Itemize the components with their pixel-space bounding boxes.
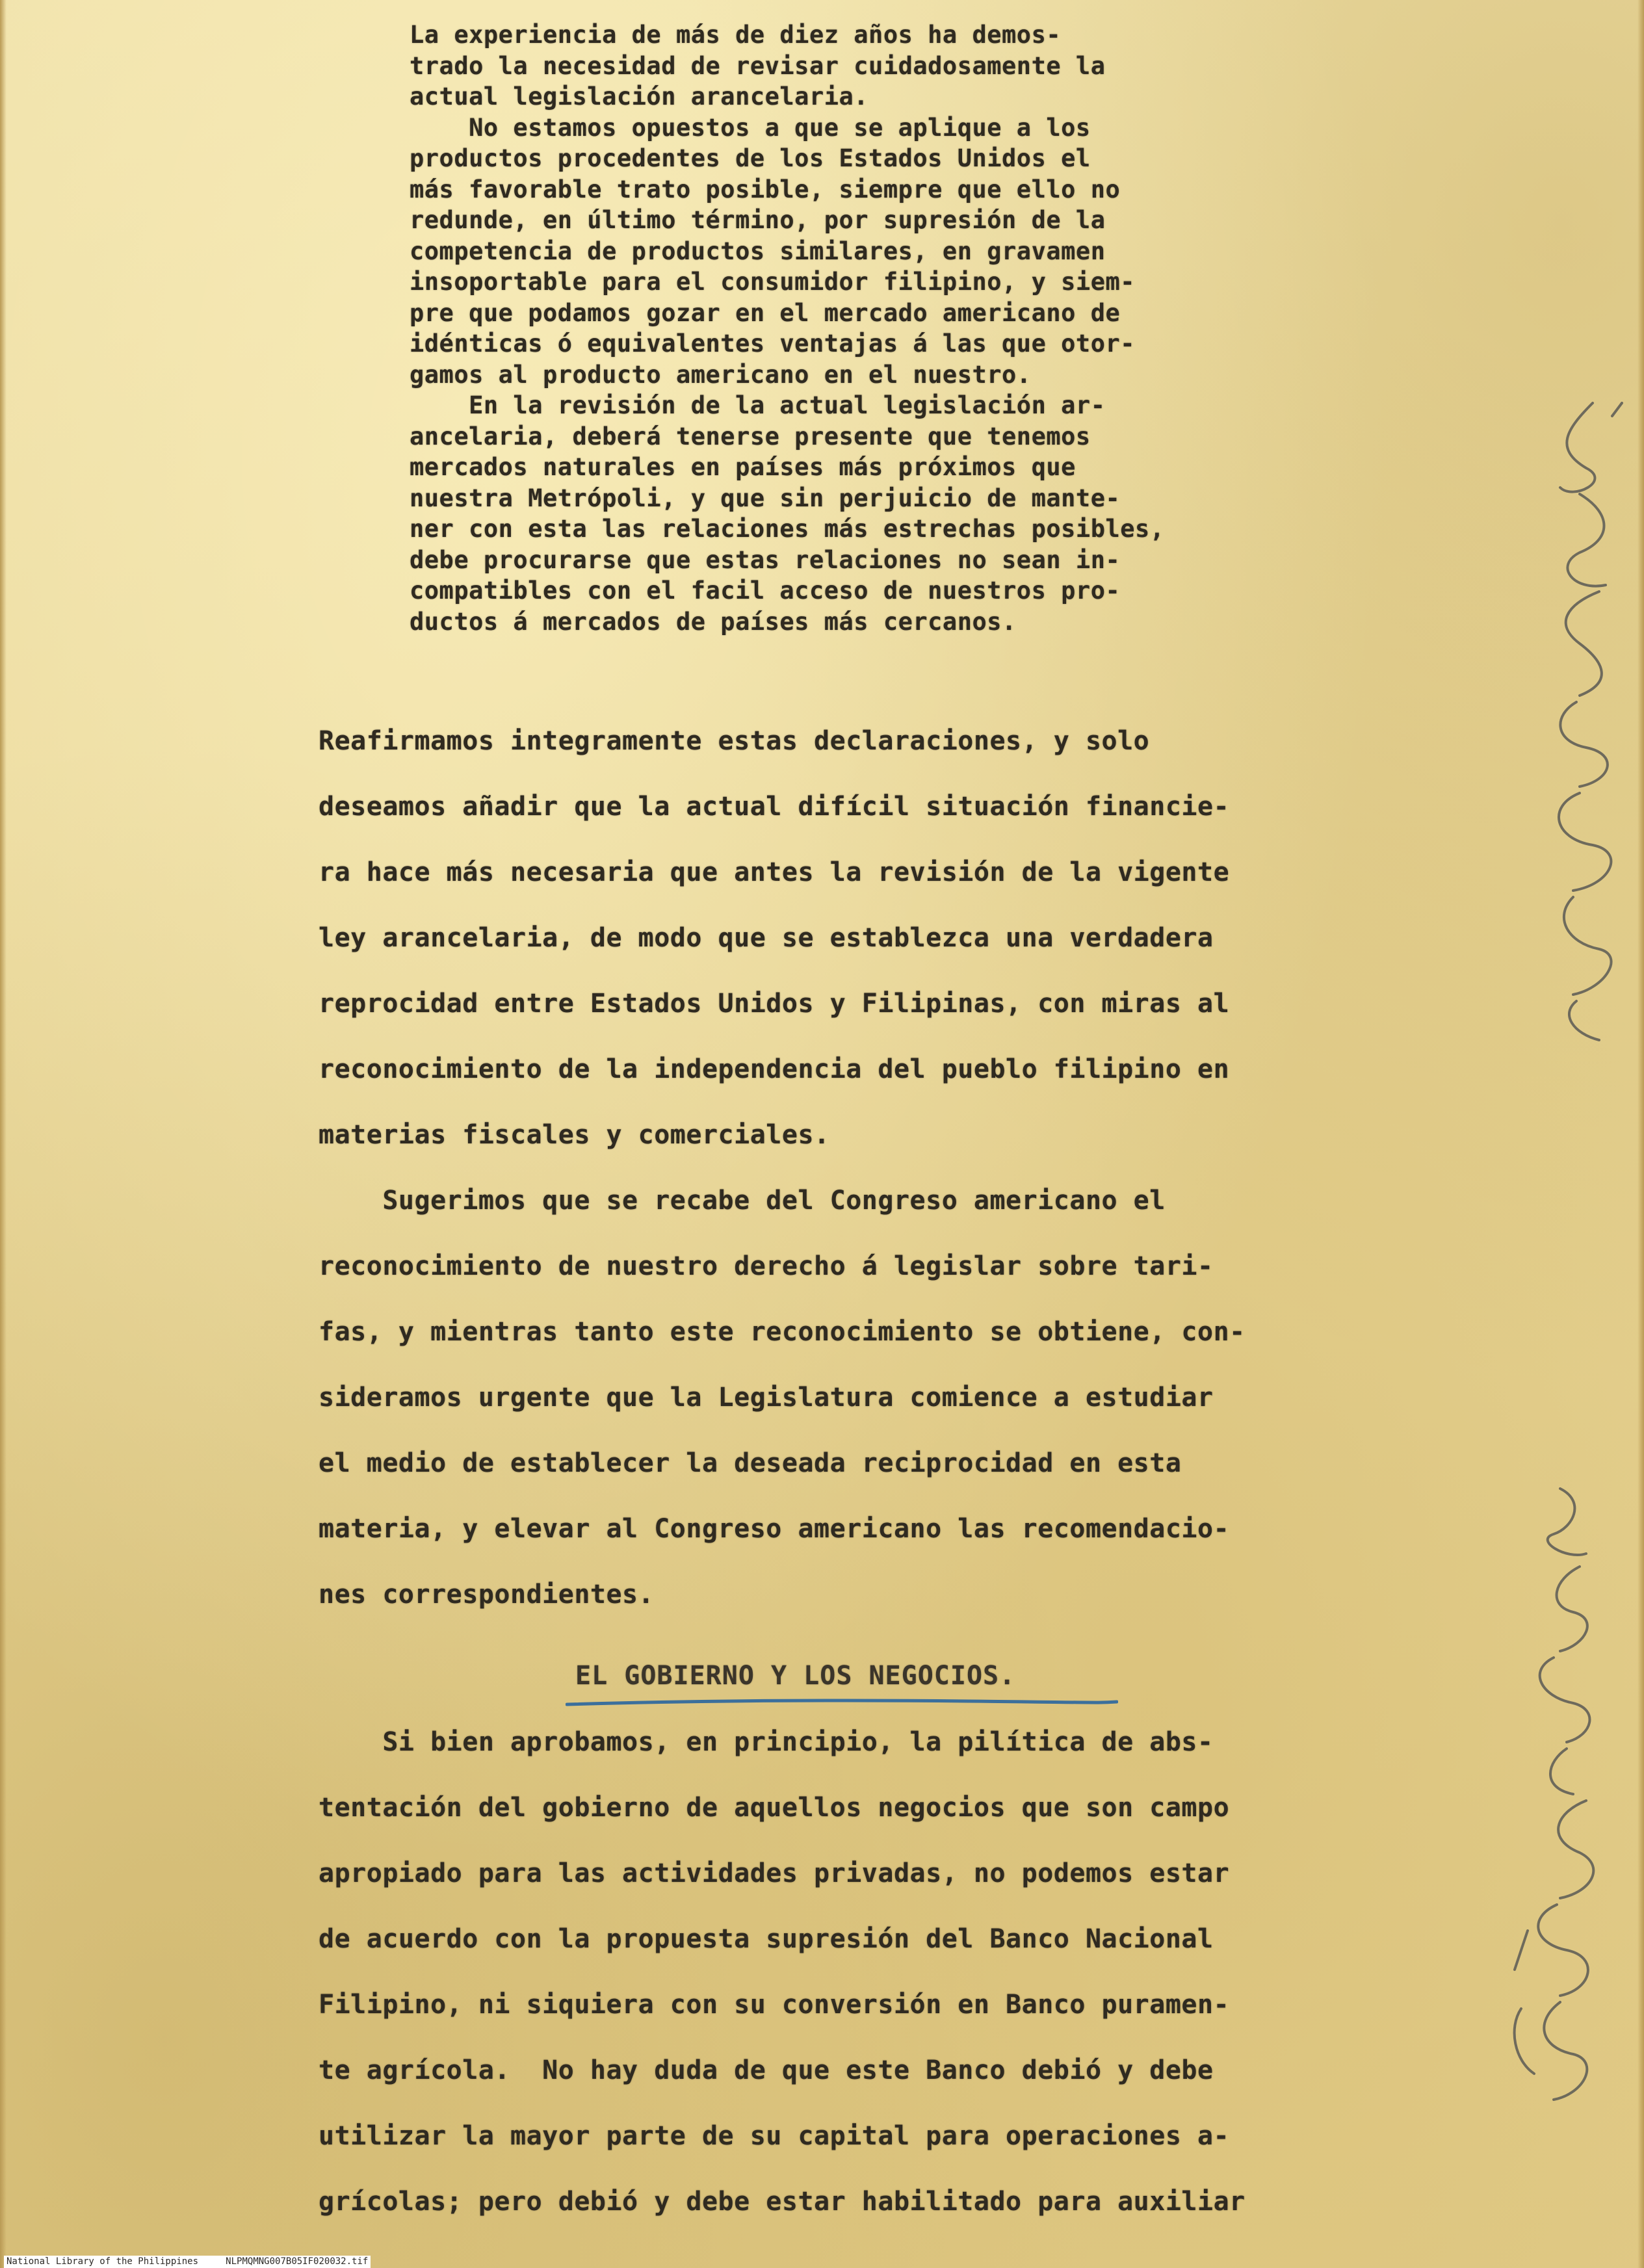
text-line: sideramos urgente que la Legislatura comience a estudiar: [319, 1383, 1214, 1413]
section-heading: EL GOBIERNO Y LOS NEGOCIOS.: [575, 1661, 1016, 1691]
text-line: En la revisión de la actual legislación ar-: [410, 391, 1106, 419]
text-line: reconocimiento de nuestro derecho á legislar sobre tari-: [319, 1251, 1214, 1281]
text-line: trado la necesidad de revisar cuidadosamente la: [410, 51, 1106, 80]
text-line: tentación del gobierno de aquellos negocios que son campo: [319, 1793, 1230, 1823]
text-line: compatibles con el facil acceso de nuestros pro-: [410, 577, 1121, 605]
text-line: te agrícola. No hay duda de que este Banco debió y debe: [319, 2055, 1214, 2085]
banco-nacional-paragraph: [319, 1710, 1476, 2235]
pencil-annotation-lower: [1489, 1476, 1638, 2139]
text-line: ductos á mercados de países más cercanos.: [410, 607, 1017, 636]
text-line: idénticas ó equivalentes ventajas á las que otor-: [410, 330, 1136, 358]
text-line: No estamos opuestos a que se aplique a los: [410, 113, 1091, 142]
text-line: gamos al producto americano en el nuestro.: [410, 360, 1032, 389]
paper-edge-left: [0, 0, 7, 2268]
text-line: pre que podamos gozar en el mercado americano de: [410, 298, 1121, 327]
heading-blue-underline: [566, 1698, 1118, 1708]
text-line: ley arancelaria, de modo que se establezca una verdadera: [319, 923, 1214, 953]
text-line: materias fiscales y comerciales.: [319, 1120, 830, 1150]
text-line: actual legislación arancelaria.: [410, 83, 869, 111]
text-line: ra hace más necesaria que antes la revisión de la vigente: [319, 857, 1230, 887]
text-line: grícolas; pero debió y debe estar habilitado para auxiliar: [319, 2187, 1246, 2217]
library-name: National Library of the Philippines: [7, 2256, 199, 2267]
text-line: apropiado para las actividades privadas, no podemos estar: [319, 1858, 1230, 1888]
text-line: productos procedentes de los Estados Unidos el: [410, 144, 1091, 172]
text-line: fas, y mientras tanto este reconocimiento se obtiene, con-: [319, 1317, 1246, 1347]
text-line: ancelaria, deberá tenerse presente que tenemos: [410, 422, 1091, 450]
text-line: reconocimiento de la independencia del pueblo filipino en: [319, 1054, 1230, 1084]
text-line: nes correspondientes.: [319, 1580, 655, 1610]
pencil-annotation-upper: [1515, 390, 1638, 1053]
text-line: insoportable para el consumidor filipino, y siem-: [410, 268, 1136, 296]
text-line: Filipino, ni siquiera con su conversión en Banco puramen-: [319, 1990, 1230, 2020]
text-line: el medio de establecer la deseada reciprocidad en esta: [319, 1448, 1182, 1478]
text-line: mercados naturales en países más próximos que: [410, 453, 1076, 481]
text-line: reprocidad entre Estados Unidos y Filipinas, con miras al: [319, 989, 1230, 1019]
text-line: Si bien aprobamos, en principio, la pilítica de abs-: [319, 1727, 1214, 1757]
text-line: más favorable trato posible, siempre que ello no: [410, 175, 1121, 203]
text-line: deseamos añadir que la actual difícil situación financie-: [319, 792, 1230, 822]
top-quoted-paragraph: [410, 20, 1404, 637]
paper-edge-right: [1637, 0, 1644, 2268]
text-line: ner con esta las relaciones más estrechas posibles,: [410, 515, 1165, 543]
file-name: NLPMQMNG007B05IF020032.tif: [226, 2256, 369, 2267]
main-body-paragraphs: [319, 709, 1476, 1628]
text-line: Reafirmamos integramente estas declaraciones, y solo: [319, 726, 1150, 756]
text-line: Sugerimos que se recabe del Congreso americano el: [319, 1186, 1166, 1216]
text-line: redunde, en último término, por supresión de la: [410, 206, 1106, 234]
text-line: La experiencia de más de diez años ha demos-: [410, 21, 1062, 49]
text-line: de acuerdo con la propuesta supresión del Banco Nacional: [319, 1924, 1214, 1954]
text-line: utilizar la mayor parte de su capital para operaciones a-: [319, 2121, 1230, 2151]
text-line: materia, y elevar al Congreso americano las recomendacio-: [319, 1514, 1230, 1544]
text-line: nuestra Metrópoli, y que sin perjuicio de mante-: [410, 484, 1121, 512]
text-line: competencia de productos similares, en gravamen: [410, 237, 1106, 265]
text-line: debe procurarse que estas relaciones no sean in-: [410, 545, 1121, 574]
archive-footer: [4, 2256, 371, 2268]
